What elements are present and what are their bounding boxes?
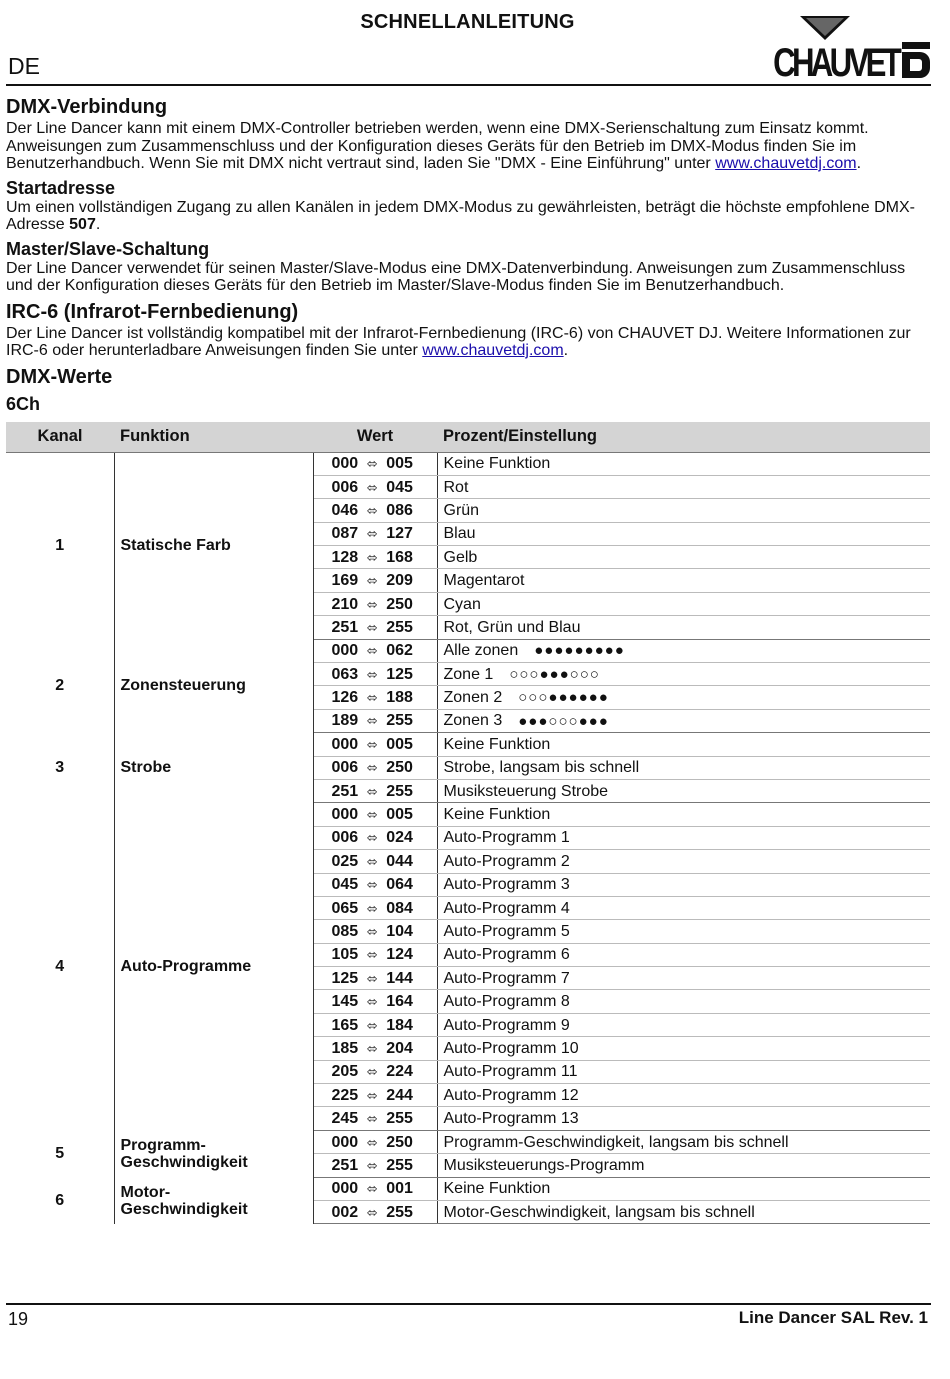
value-range-cell <box>313 663 437 686</box>
setting-text: Zone 1 <box>443 665 494 683</box>
setting-cell <box>437 733 930 756</box>
setting-cell <box>437 569 930 592</box>
chauvetdj-link[interactable]: www.chauvetdj.com <box>422 342 564 359</box>
setting-text: Blau <box>443 525 476 543</box>
range-to: 255 <box>386 1156 413 1174</box>
range-to: 124 <box>386 946 413 964</box>
setting-cell <box>437 826 930 849</box>
setting-text: Keine Funktion <box>443 1180 551 1198</box>
range-to: 045 <box>386 478 413 496</box>
value-range-cell <box>313 569 437 592</box>
setting-text: Auto-Programm 9 <box>443 1016 570 1034</box>
setting-cell <box>437 639 930 662</box>
value-range-cell <box>313 522 437 545</box>
setting-text: Keine Funktion <box>443 806 551 824</box>
value-range-cell <box>313 779 437 802</box>
range-arrow-icon: ⬄ <box>366 549 378 565</box>
range-to: 255 <box>386 1203 413 1221</box>
range-from: 251 <box>331 618 359 636</box>
range-from: 000 <box>331 735 359 753</box>
page-content <box>6 94 930 1224</box>
range-to: 224 <box>386 1063 413 1081</box>
section-title-start-address: Startadresse <box>6 177 116 198</box>
setting-text: Auto-Programm 3 <box>443 876 570 894</box>
range-arrow-icon: ⬄ <box>366 1087 378 1103</box>
range-from: 000 <box>331 1180 359 1198</box>
function-cell: Programm- Geschwindigkeit <box>114 1130 313 1177</box>
range-arrow-icon: ⬄ <box>366 924 378 939</box>
range-to: 144 <box>386 969 413 987</box>
range-to: 064 <box>386 876 413 894</box>
setting-text: Strobe, langsam bis schnell <box>443 759 640 777</box>
start-address-body: Um einen vollständigen Zugang zu allen Kanälen in jedem DMX-Modus zu gewährleisten, beträgt die höchste empfohlene DMX-Adresse <box>6 198 915 233</box>
range-from: 165 <box>331 1016 359 1034</box>
value-range-cell <box>313 1177 437 1200</box>
range-from: 006 <box>331 759 359 777</box>
range-from: 065 <box>331 899 359 917</box>
range-to: 209 <box>386 572 413 590</box>
range-to: 255 <box>386 782 413 800</box>
value-range-cell <box>313 756 437 779</box>
page-header-title: SCHNELLANLEITUNG <box>360 11 575 33</box>
setting-cell <box>437 943 930 966</box>
punct: . <box>95 216 101 233</box>
range-to: 005 <box>386 735 413 753</box>
setting-text: Musiksteuerungs-Programm <box>443 1156 645 1174</box>
setting-text: Rot, Grün und Blau <box>443 618 581 636</box>
range-arrow-icon: ⬄ <box>366 596 378 612</box>
range-to: 044 <box>386 852 413 870</box>
range-from: 087 <box>331 525 359 543</box>
range-to: 188 <box>386 689 413 707</box>
function-cell: Motor- Geschwindigkeit <box>114 1177 313 1224</box>
range-to: 005 <box>386 806 413 824</box>
header-wert: Wert <box>313 422 437 453</box>
range-arrow-icon: ⬄ <box>366 994 378 1010</box>
setting-cell <box>437 686 930 709</box>
value-range-cell <box>313 896 437 919</box>
range-to: 084 <box>386 899 413 917</box>
zone-indicator-icon: ○○○●●●●●● <box>518 689 609 707</box>
zone-indicator-icon: ○○○●●●○○○ <box>509 665 600 683</box>
range-to: 125 <box>386 665 413 683</box>
range-from: 205 <box>331 1063 359 1081</box>
range-arrow-icon: ⬄ <box>366 1134 378 1150</box>
range-arrow-icon: ⬄ <box>366 1157 378 1173</box>
range-to: 024 <box>386 829 413 847</box>
range-from: 025 <box>331 852 359 870</box>
document-title: Line Dancer SAL Rev. 1 <box>738 1308 928 1327</box>
value-range-cell <box>313 475 437 498</box>
punct: . <box>563 342 569 359</box>
range-from: 128 <box>331 548 359 566</box>
value-range-cell <box>313 850 437 873</box>
range-from: 251 <box>331 782 359 800</box>
setting-text: Programm-Geschwindigkeit, langsam bis schnell <box>443 1133 789 1151</box>
value-range-cell <box>313 1084 437 1107</box>
setting-cell <box>437 779 930 802</box>
range-to: 255 <box>386 1110 413 1128</box>
setting-text: Keine Funktion <box>443 455 551 473</box>
range-from: 210 <box>331 595 359 613</box>
range-from: 000 <box>331 455 359 473</box>
value-range-cell <box>313 826 437 849</box>
range-arrow-icon: ⬄ <box>366 783 378 799</box>
value-range-cell <box>313 452 437 475</box>
setting-cell <box>437 803 930 826</box>
setting-cell <box>437 616 930 639</box>
setting-text: Magentarot <box>443 572 525 590</box>
range-to: 164 <box>386 993 413 1011</box>
setting-text: Musiksteuerung Strobe <box>443 782 609 800</box>
value-range-cell <box>313 709 437 732</box>
dmx-connection-body: Der Line Dancer kann mit einem DMX-Controller betrieben werden, wenn eine DMX-Serienschaltung zum Einsatz kommt. Anweisungen zum Zusammenschluss und der Konfiguration dieses Geräts für den Betrieb im DMX-Modus finden Sie im Benutzerhandbuch. Wenn Sie mit DMX nicht vertraut sind, laden Sie "DMX - Eine Einführung" unter <box>6 120 869 172</box>
table-row <box>6 1177 930 1200</box>
value-range-cell <box>313 592 437 615</box>
setting-cell <box>437 920 930 943</box>
setting-cell <box>437 1084 930 1107</box>
setting-cell <box>437 756 930 779</box>
range-arrow-icon: ⬄ <box>366 573 378 589</box>
range-from: 245 <box>331 1110 359 1128</box>
setting-cell <box>437 1060 930 1083</box>
range-arrow-icon: ⬄ <box>366 1111 378 1127</box>
range-from: 169 <box>331 572 359 590</box>
channel-cell: 3 <box>6 733 114 803</box>
setting-text: Zonen 2 <box>443 688 503 706</box>
range-to: 250 <box>386 595 413 613</box>
setting-cell <box>437 1130 930 1153</box>
table-header-row <box>6 422 930 453</box>
setting-cell <box>437 1154 930 1177</box>
value-range-cell <box>313 686 437 709</box>
setting-cell <box>437 499 930 522</box>
setting-text: Auto-Programm 7 <box>443 969 570 987</box>
footer-divider <box>6 1303 931 1305</box>
range-to: 244 <box>386 1086 413 1104</box>
dmx-mode-label: 6Ch <box>6 393 41 414</box>
range-arrow-icon: ⬄ <box>366 830 378 846</box>
range-to: 204 <box>386 1039 413 1057</box>
setting-text: Auto-Programm 4 <box>443 899 570 917</box>
value-range-cell <box>313 1107 437 1130</box>
range-to: 062 <box>386 642 413 660</box>
setting-cell <box>437 967 930 990</box>
value-range-cell <box>313 1037 437 1060</box>
channel-cell: 4 <box>6 803 114 1130</box>
value-range-cell <box>313 733 437 756</box>
punct: . <box>856 155 862 172</box>
language-code: DE <box>8 53 40 79</box>
table-body <box>6 452 930 1224</box>
range-to: 250 <box>386 1133 413 1151</box>
range-arrow-icon: ⬄ <box>366 1017 378 1033</box>
range-from: 251 <box>331 1156 359 1174</box>
value-range-cell <box>313 920 437 943</box>
range-arrow-icon: ⬄ <box>366 479 378 495</box>
function-cell: Strobe <box>114 733 313 803</box>
range-arrow-icon: ⬄ <box>366 643 378 659</box>
value-range-cell <box>313 1201 437 1224</box>
range-from: 002 <box>331 1203 359 1221</box>
setting-cell <box>437 592 930 615</box>
setting-text: Zonen 3 <box>443 712 503 730</box>
range-from: 125 <box>331 969 359 987</box>
setting-cell <box>437 475 930 498</box>
start-address-text <box>6 199 930 234</box>
range-from: 145 <box>331 993 359 1011</box>
section-title-dmx-values: DMX-Werte <box>6 365 113 388</box>
range-from: 085 <box>331 923 359 940</box>
irc6-text <box>6 325 930 360</box>
range-from: 063 <box>331 665 359 683</box>
channel-cell: 6 <box>6 1177 114 1224</box>
range-from: 225 <box>331 1086 359 1104</box>
svg-text:CHAUVET: CHAUVET <box>773 40 902 84</box>
header-divider <box>6 84 931 86</box>
section-title-irc6: IRC-6 (Infrarot-Fernbedienung) <box>6 300 299 323</box>
setting-text: Auto-Programm 11 <box>443 1063 578 1081</box>
range-to: 104 <box>386 923 413 940</box>
page-number: 19 <box>8 1309 29 1329</box>
start-address-value: 507 <box>69 216 96 233</box>
function-cell: Zonensteuerung <box>114 639 313 733</box>
setting-text: Auto-Programm 12 <box>443 1086 579 1104</box>
setting-text: Auto-Programm 8 <box>443 993 570 1011</box>
value-range-cell <box>313 639 437 662</box>
chauvet-dj-logo <box>770 14 932 84</box>
setting-cell <box>437 1177 930 1200</box>
zone-indicator-icon: ●●●○○○●●● <box>518 712 609 730</box>
setting-text: Alle zonen <box>443 642 519 660</box>
value-range-cell <box>313 1154 437 1177</box>
channel-cell: 5 <box>6 1130 114 1177</box>
range-from: 046 <box>331 501 359 519</box>
range-arrow-icon: ⬄ <box>366 807 378 823</box>
setting-text: Auto-Programm 1 <box>443 829 570 847</box>
setting-cell <box>437 990 930 1013</box>
range-to: 168 <box>386 548 413 566</box>
setting-text: Gelb <box>443 548 478 566</box>
range-to: 184 <box>386 1016 413 1034</box>
range-arrow-icon: ⬄ <box>366 1040 378 1056</box>
range-to: 086 <box>386 501 413 519</box>
range-to: 255 <box>386 618 413 636</box>
setting-text: Auto-Programm 2 <box>443 852 570 870</box>
range-arrow-icon: ⬄ <box>366 502 378 518</box>
master-slave-text: Der Line Dancer verwendet für seinen Master/Slave-Modus eine DMX-Datenverbindung. Anweisungen zum Zusammenschluss und der Konfiguration dieses Geräts für den Betrieb im Master/Slave-Modus finden Sie im Benutzerhandbuch. <box>6 259 906 294</box>
header-kanal: Kanal <box>6 422 114 453</box>
range-arrow-icon: ⬄ <box>366 1181 378 1197</box>
header-prozent: Prozent/Einstellung <box>437 422 930 453</box>
value-range-cell <box>313 873 437 896</box>
setting-cell <box>437 850 930 873</box>
value-range-cell <box>313 616 437 639</box>
range-arrow-icon: ⬄ <box>366 713 378 729</box>
value-range-cell <box>313 546 437 569</box>
range-arrow-icon: ⬄ <box>366 1204 378 1220</box>
setting-text: Rot <box>443 478 469 496</box>
setting-text: Keine Funktion <box>443 735 551 753</box>
range-arrow-icon: ⬄ <box>366 736 378 752</box>
range-arrow-icon: ⬄ <box>366 947 378 963</box>
range-arrow-icon: ⬄ <box>366 760 378 776</box>
setting-cell <box>437 1107 930 1130</box>
range-arrow-icon: ⬄ <box>366 456 378 472</box>
dmx-connection-text <box>6 120 930 173</box>
range-from: 000 <box>331 806 359 824</box>
setting-cell <box>437 896 930 919</box>
range-from: 000 <box>331 1133 359 1151</box>
setting-cell <box>437 663 930 686</box>
table-row <box>6 803 930 826</box>
setting-cell <box>437 709 930 732</box>
function-cell: Statische Farb <box>114 452 313 639</box>
zone-indicator-icon: ●●●●●●●●● <box>534 642 625 660</box>
range-from: 105 <box>331 946 359 964</box>
range-arrow-icon: ⬄ <box>366 900 378 916</box>
value-range-cell <box>313 1060 437 1083</box>
value-range-cell <box>313 967 437 990</box>
range-arrow-icon: ⬄ <box>366 666 378 682</box>
value-range-cell <box>313 1130 437 1153</box>
setting-text: Cyan <box>443 595 481 613</box>
header-funktion: Funktion <box>114 422 313 453</box>
table-row <box>6 639 930 662</box>
setting-cell <box>437 522 930 545</box>
setting-text: Auto-Programm 5 <box>443 923 570 940</box>
setting-cell <box>437 873 930 896</box>
setting-text: Auto-Programm 10 <box>443 1039 579 1057</box>
range-to: 005 <box>386 455 413 473</box>
range-from: 006 <box>331 478 359 496</box>
value-range-cell <box>313 1013 437 1036</box>
range-arrow-icon: ⬄ <box>366 877 378 893</box>
value-range-cell <box>313 803 437 826</box>
range-from: 185 <box>331 1039 359 1057</box>
range-from: 189 <box>331 712 359 730</box>
table-row <box>6 452 930 475</box>
setting-text: Auto-Programm 6 <box>443 946 570 964</box>
setting-cell <box>437 452 930 475</box>
channel-cell: 1 <box>6 452 114 639</box>
range-arrow-icon: ⬄ <box>366 526 378 542</box>
range-to: 250 <box>386 759 413 777</box>
range-arrow-icon: ⬄ <box>366 619 378 635</box>
function-cell: Auto-Programme <box>114 803 313 1130</box>
setting-cell <box>437 1037 930 1060</box>
range-from: 000 <box>331 642 359 660</box>
range-from: 126 <box>331 689 359 707</box>
value-range-cell <box>313 990 437 1013</box>
section-title-dmx-connection: DMX-Verbindung <box>6 96 168 118</box>
setting-text: Motor-Geschwindigkeit, langsam bis schnell <box>443 1203 755 1221</box>
dmx-values-table <box>6 422 930 1225</box>
range-from: 045 <box>331 876 359 894</box>
setting-cell <box>437 1013 930 1036</box>
setting-cell <box>437 1201 930 1224</box>
section-title-master-slave: Master/Slave-Schaltung <box>6 238 210 259</box>
range-to: 127 <box>386 525 413 543</box>
setting-text: Auto-Programm 13 <box>443 1110 579 1128</box>
channel-cell: 2 <box>6 639 114 733</box>
range-arrow-icon: ⬄ <box>366 1064 378 1080</box>
range-from: 006 <box>331 829 359 847</box>
range-to: 255 <box>386 712 413 730</box>
range-arrow-icon: ⬄ <box>366 970 378 986</box>
setting-cell <box>437 546 930 569</box>
table-row <box>6 1130 930 1153</box>
setting-text: Grün <box>443 501 480 519</box>
value-range-cell <box>313 499 437 522</box>
range-arrow-icon: ⬄ <box>366 690 378 706</box>
range-arrow-icon: ⬄ <box>366 853 378 869</box>
table-row <box>6 733 930 756</box>
value-range-cell <box>313 943 437 966</box>
range-to: 001 <box>386 1180 413 1198</box>
irc6-body: Der Line Dancer ist vollständig kompatibel mit der Infrarot-Fernbedienung (IRC-6) von CHAUVET DJ. Weitere Informationen zur IRC-6 oder herunterladbare Anweisungen finden Sie unter <box>6 324 911 359</box>
chauvetdj-link[interactable]: www.chauvetdj.com <box>715 155 857 172</box>
